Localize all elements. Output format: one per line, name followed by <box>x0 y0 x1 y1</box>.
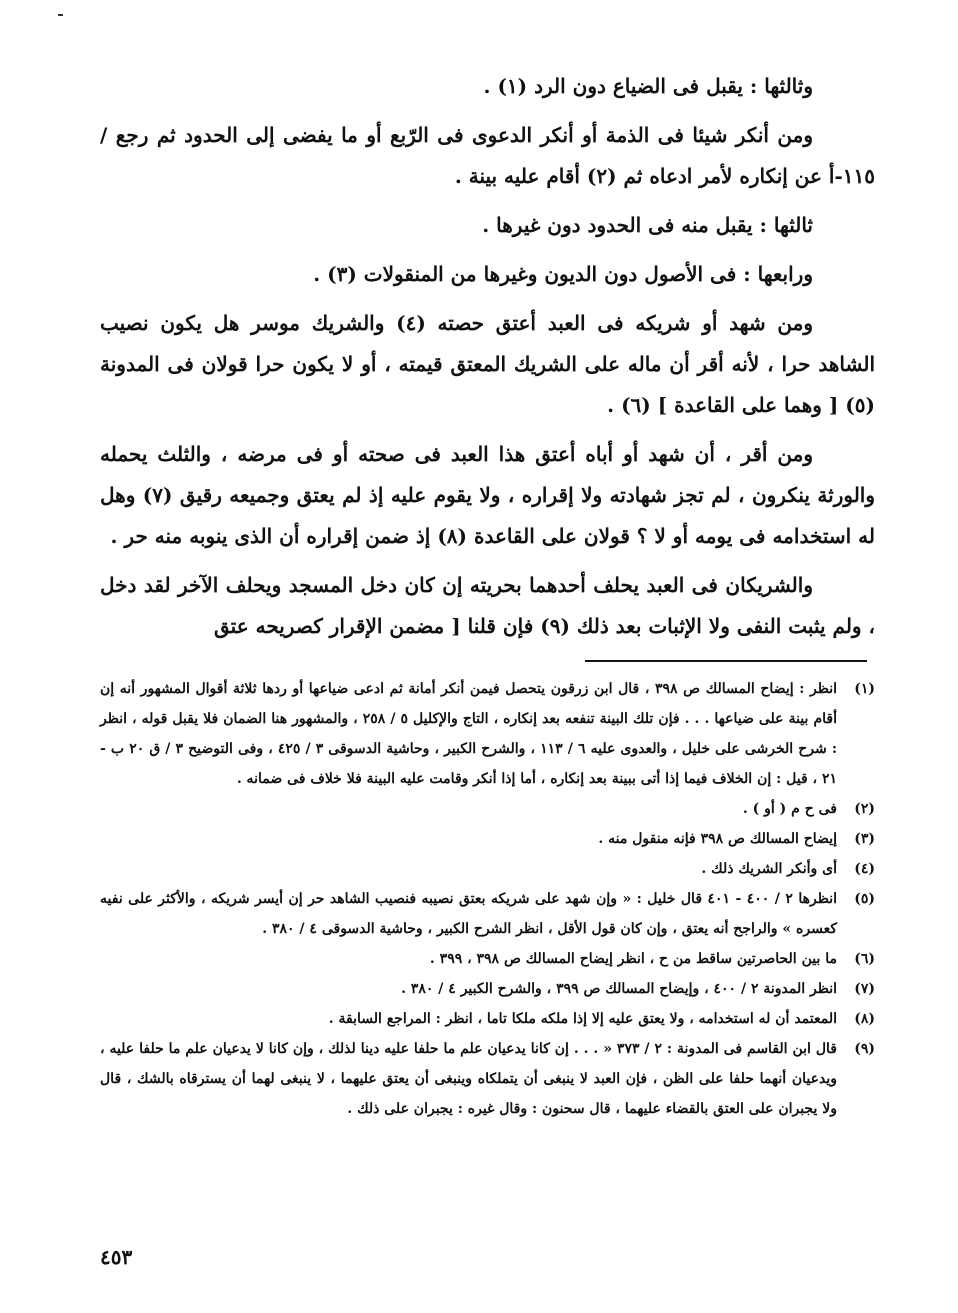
main-text-block <box>100 66 875 655</box>
page-number: ٤٥٣ <box>100 1245 133 1269</box>
footnote-text: ما بين الحاصرتين ساقط من ح ، انظر إيضاح المسالك ص ٣٩٨ ، ٣٩٩ . <box>429 951 837 967</box>
main-paragraph: ثالثها : يقبل منه فى الحدود دون غيرها . <box>482 213 813 237</box>
footnote <box>100 944 875 974</box>
footnote-text: قال ابن القاسم فى المدونة : ٢ / ٣٧٣ « . . . إن كانا يدعيان علم ما حلفا عليه دينا لذلك ، وإن كانا لا يدعيان علم ما حلفا عليه ، ويدعيان أنهما حلفا على الظن ، فإن العبد لا ينبغى أن يتملكاه وينبغى أن يعتق عليهما ، لا ينبغى لهما أن يسترقاه بالشك ، قال ولا يجبران على العتق بالقضاء عليهما ، قال سحنون : وقال غيره : يجبران على ذلك . <box>100 1041 837 1117</box>
main-paragraph: ومن أنكر شيئا فى الذمة أو أنكر الدعوى فى الرّبع أو ما يفضى إلى الحدود ثم رجع /١١٥-أ عن إنكاره لأمر ادعاه ثم (٢) أقام عليه بينة . <box>100 123 875 188</box>
footnotes-block <box>100 674 875 1124</box>
footnote <box>100 794 875 824</box>
footnote-number: (٤) <box>854 861 875 877</box>
footnote-number: (٨) <box>854 1011 875 1027</box>
footnote <box>100 974 875 1004</box>
footnote-text: إيضاح المسالك ص ٣٩٨ فإنه منقول منه . <box>598 831 837 847</box>
footnote-text: فى ح م ( أو ) . <box>742 801 837 817</box>
footnote-text: المعتمد أن له استخدامه ، ولا يعتق عليه إلا إذا ملكه ملكا تاما ، انظر : المراجع السابقة . <box>328 1011 837 1027</box>
footnote-number: (٣) <box>854 831 875 847</box>
footnote-text: أى وأنكر الشريك ذلك . <box>701 861 837 877</box>
footnote-number: (٢) <box>854 801 875 817</box>
scan-mark <box>58 14 63 16</box>
footnote-number: (٩) <box>854 1041 875 1057</box>
footnote-text: انظر : إيضاح المسالك ص ٣٩٨ ، قال ابن زرقون يتحصل فيمن أنكر أمانة ثم ادعى ضياعها أو ردها ثلاثة أقوال المشهور أنه إن أقام بينة على ضياعها . . . فإن تلك البينة تنفعه بعد إنكاره ، التاج والإكليل ٥ / ٢٥٨ ، والمشهور هنا الضمان فلا يقبل قوله ، انظر : شرح الخرشى على خليل ، والعدوى عليه ٦ / ١١٣ ، والشرح الكبير ، وحاشية الدسوقى ٣ / ٤٢٥ ، وفى التوضيح ٣ / ق ٢٠ ب - ٢١ ، قيل : إن الخلاف فيما إذا أتى ببينة بعد إنكاره ، أما إذا أنكر وقامت عليه البينة فلا خلاف فى ضمانه . <box>100 681 837 787</box>
footnote-number: (٥) <box>854 891 875 907</box>
footnote <box>100 1034 875 1124</box>
footnote-text: انظر المدونة ٢ / ٤٠٠ ، وإيضاح المسالك ص ٣٩٩ ، والشرح الكبير ٤ / ٣٨٠ . <box>401 981 837 997</box>
footnote <box>100 884 875 944</box>
footnote-text: انظرها ٢ / ٤٠٠ - ٤٠١ قال خليل : « وإن شهد على شريكه بعتق نصيبه فنصيب الشاهد حر إن أيسر شريكه ، والأكثر على نفيه كعسره » والراجح أنه يعتق ، وإن كان قول الأقل ، انظر الشرح الكبير ، وحاشية الدسوقى ٤ / ٣٨٠ . <box>100 891 837 937</box>
footnote <box>100 1004 875 1034</box>
main-paragraph: ومن شهد أو شريكه فى العبد أعتق حصته (٤) والشريك موسر هل يكون نصيب الشاهد حرا ، لأنه أقر أن ماله على الشريك المعتق قيمته ، أو لا يكون حرا قولان فى المدونة (٥) [ وهما على القاعدة ] (٦) . <box>100 311 875 417</box>
footnote-separator <box>585 660 867 662</box>
footnote <box>100 854 875 884</box>
footnote-number: (١) <box>854 681 875 697</box>
footnote-number: (٦) <box>854 951 875 967</box>
main-paragraph: ورابعها : فى الأصول دون الديون وغيرها من المنقولات (٣) . <box>313 262 813 286</box>
main-paragraph: ومن أقر ، أن شهد أو أباه أعتق هذا العبد فى صحته أو فى مرضه ، والثلث يحمله والورثة ينكرون ، لم تجز شهادته ولا إقراره ، ولا يقوم عليه إذ لم يعتق وجميعه رقيق (٧) وهل له استخدامه فى يومه أو لا ؟ قولان على القاعدة (٨) إذ ضمن إقراره أن الذى ينوبه منه حر . <box>100 442 876 548</box>
footnote-number: (٧) <box>854 981 875 997</box>
main-paragraph: والشريكان فى العبد يحلف أحدهما بحريته إن كان دخل المسجد ويحلف الآخر لقد دخل ، ولم يثبت النفى ولا الإثبات بعد ذلك (٩) فإن قلنا [ مضمن الإقرار كصريحه عتق <box>100 573 875 638</box>
main-paragraph: وثالثها : يقبل فى الضياع دون الرد (١) . <box>483 74 813 98</box>
footnote <box>100 674 875 794</box>
footnote <box>100 824 875 854</box>
